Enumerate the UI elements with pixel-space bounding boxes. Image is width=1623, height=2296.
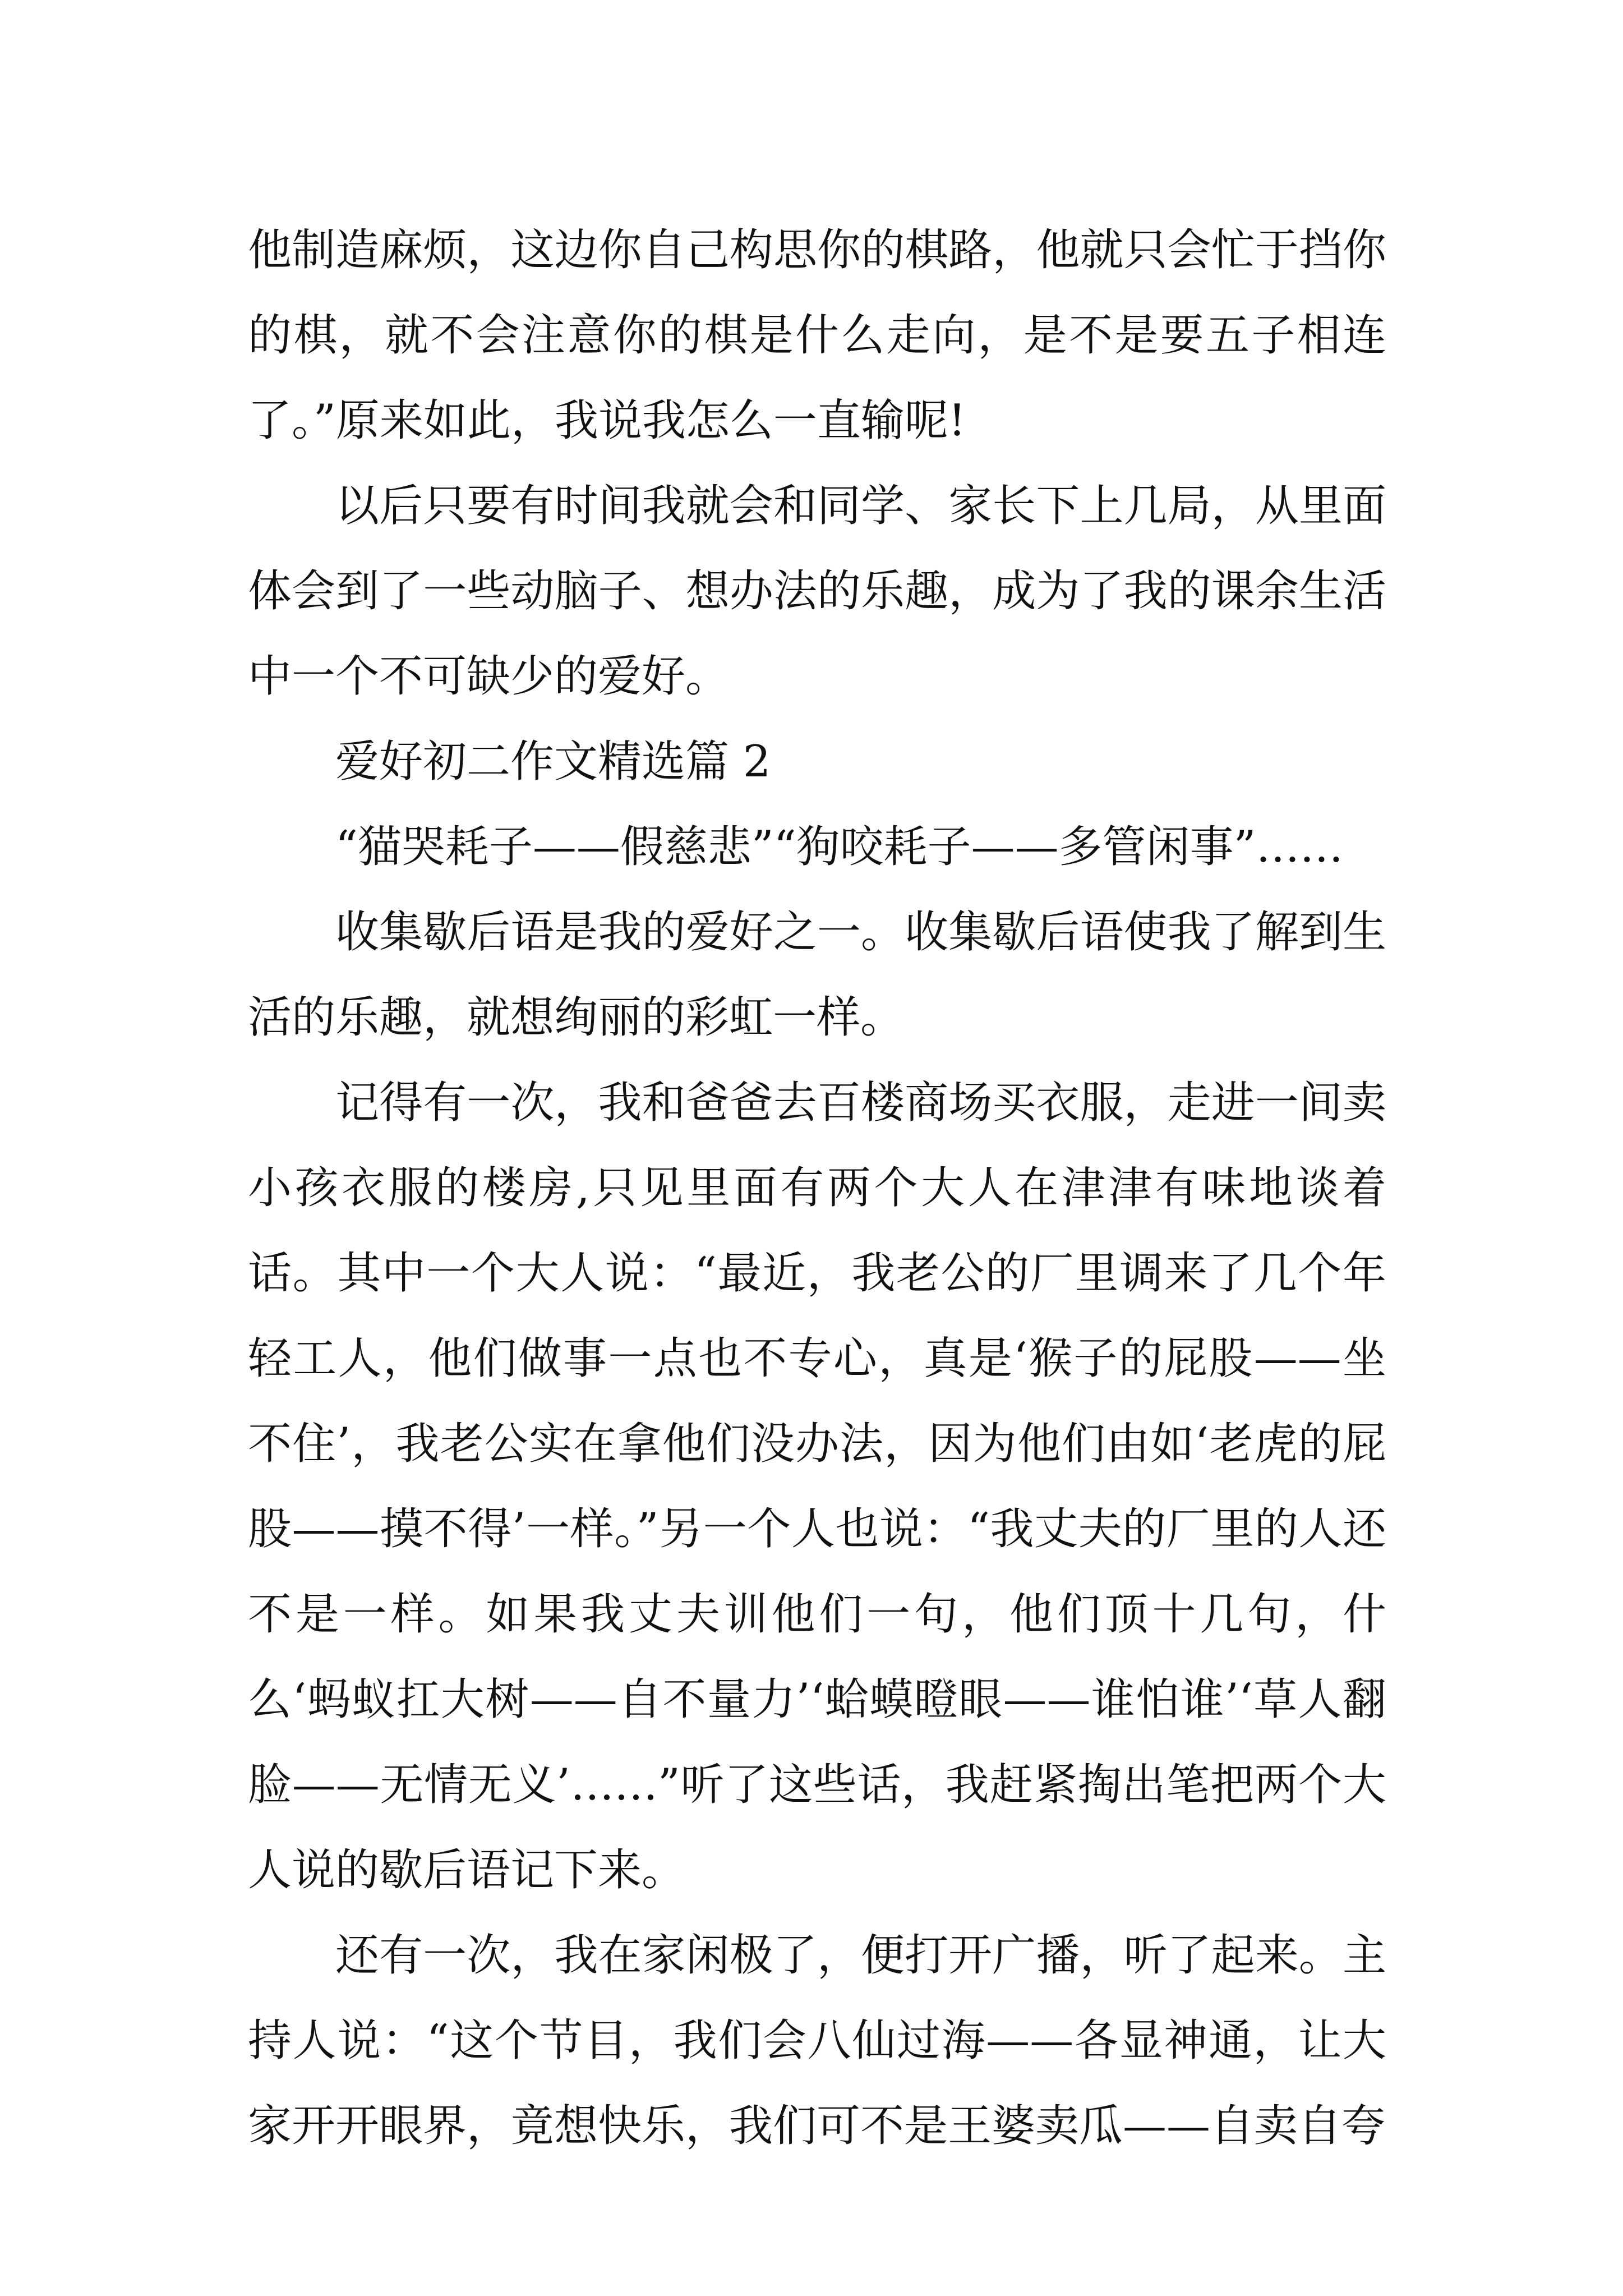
paragraph-sayings-opening: “猫哭耗子——假慈悲”“狗咬耗子——多管闲事”…… xyxy=(335,822,1344,872)
paragraph-continued: 他制造麻烦，这边你自己构思你的棋路，他就只会忙于挡你的棋，就不会注意你的棋是什么走向，是不是要五子相连了。”原来如此，我说我怎么一直输呢! xyxy=(248,225,1386,446)
body-text xyxy=(248,208,1386,2169)
paragraph-collecting-hobby: 收集歇后语是我的爱好之一。收集歇后语使我了解到生活的乐趣，就想绚丽的彩虹一样。 xyxy=(248,907,1386,1043)
paragraph-hobby-summary: 以后只要有时间我就会和同学、家长下上几局，从里面体会到了一些动脑子、想办法的乐趣，成为了我的课余生活中一个不可缺少的爱好。 xyxy=(248,481,1386,702)
essay-heading: 爱好初二作文精选篇 2 xyxy=(335,737,771,787)
paragraph-shopping-story: 记得有一次，我和爸爸去百楼商场买衣服，走进一间卖小孩衣服的楼房,只见里面有两个大人在津津有味地谈着话。其中一个大人说：“最近，我老公的厂里调来了几个年轻工人，他们做事一点也不专心，真是‘猴子的屁股——坐不住’，我老公实在拿他们没办法，因为他们由如‘老虎的屁股——摸不得’一样。”另一个人也说：“我丈夫的厂里的人还不是一样。如果我丈夫训他们一句，他们顶十几句，什么‘蚂蚁扛大树——自不量力’‘蛤蟆瞪眼——谁怕谁’‘草人翻脸——无情无义’……”听了这些话，我赶紧掏出笔把两个大人说的歇后语记下来。 xyxy=(248,1078,1386,1895)
paragraph-radio-story: 还有一次，我在家闲极了，便打开广播，听了起来。主持人说：“这个节目，我们会八仙过海——各显神通，让大家开开眼界，竟想快乐，我们可不是王婆卖瓜——自卖自夸 xyxy=(248,1930,1386,2151)
